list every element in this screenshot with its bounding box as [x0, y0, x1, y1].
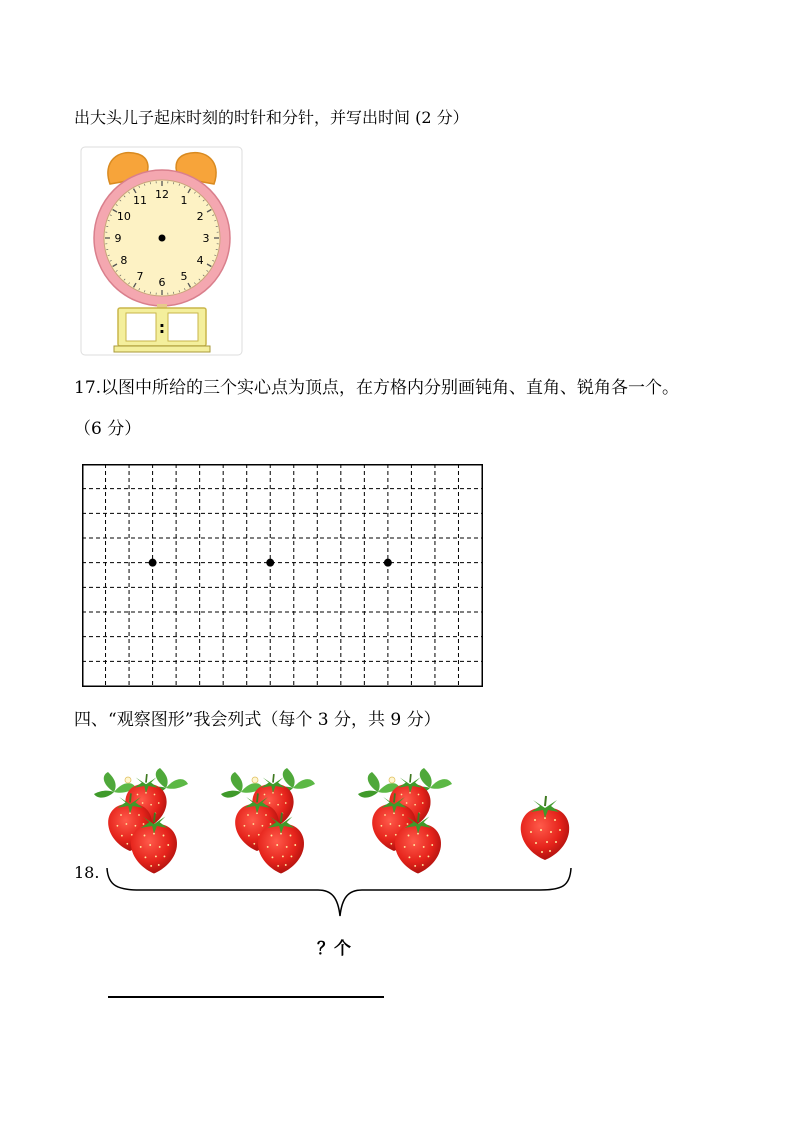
grid-border	[83, 465, 483, 687]
strawberry-group	[358, 746, 452, 876]
strawberry-groups	[94, 746, 569, 876]
clock-number: 8	[120, 254, 128, 267]
flower-icon	[125, 777, 131, 783]
flower-icon	[389, 777, 395, 783]
clock-number: 10	[116, 210, 131, 223]
clock-number: 12	[155, 188, 169, 201]
strawberry-svg	[0, 740, 794, 980]
strawberry-figure	[0, 740, 794, 980]
minute-box[interactable]	[168, 313, 198, 341]
q17-text-line1: 17.以图中所给的三个实心点为顶点，在方格内分别画钝角、直角、锐角各一个。	[74, 378, 680, 398]
q18-number: 18.	[74, 863, 100, 882]
strawberry-group	[221, 758, 315, 876]
answer-line[interactable]	[108, 996, 384, 998]
vertex-dot[interactable]	[149, 559, 157, 567]
clock-number: 11	[133, 193, 147, 207]
question-count-label: ？个	[317, 939, 351, 959]
q17-text-line2: （6 分）	[74, 419, 142, 439]
clock-number: 1	[180, 193, 188, 207]
grid-svg[interactable]	[82, 464, 483, 687]
strawberry-icon	[521, 796, 570, 860]
clock-number: 7	[136, 270, 144, 284]
time-colon: :	[158, 318, 166, 337]
section4-title: 四、“观察图形”我会列式（每个 3 分，共 9 分）	[74, 710, 441, 730]
clock-question-text: 出大头儿子起床时刻的时针和分针，并写出时间 (2 分）	[74, 108, 469, 127]
flower-icon	[252, 777, 258, 783]
alarm-clock-svg	[74, 140, 250, 362]
square-grid[interactable]	[82, 464, 483, 687]
clock-number: 9	[114, 232, 122, 245]
strawberry-group	[521, 796, 570, 860]
vertex-dot[interactable]	[384, 559, 392, 567]
clock-number: 3	[202, 232, 210, 245]
clock-number: 6	[158, 276, 166, 289]
strawberry-group	[94, 758, 188, 876]
display-base	[114, 346, 210, 352]
clock-number: 4	[196, 254, 204, 267]
alarm-clock-figure	[74, 140, 250, 362]
clock-number: 2	[196, 210, 204, 223]
hour-box[interactable]	[126, 313, 156, 341]
clock-number: 5	[180, 270, 188, 284]
clock-center-dot	[159, 235, 166, 242]
vertex-dot[interactable]	[266, 559, 274, 567]
